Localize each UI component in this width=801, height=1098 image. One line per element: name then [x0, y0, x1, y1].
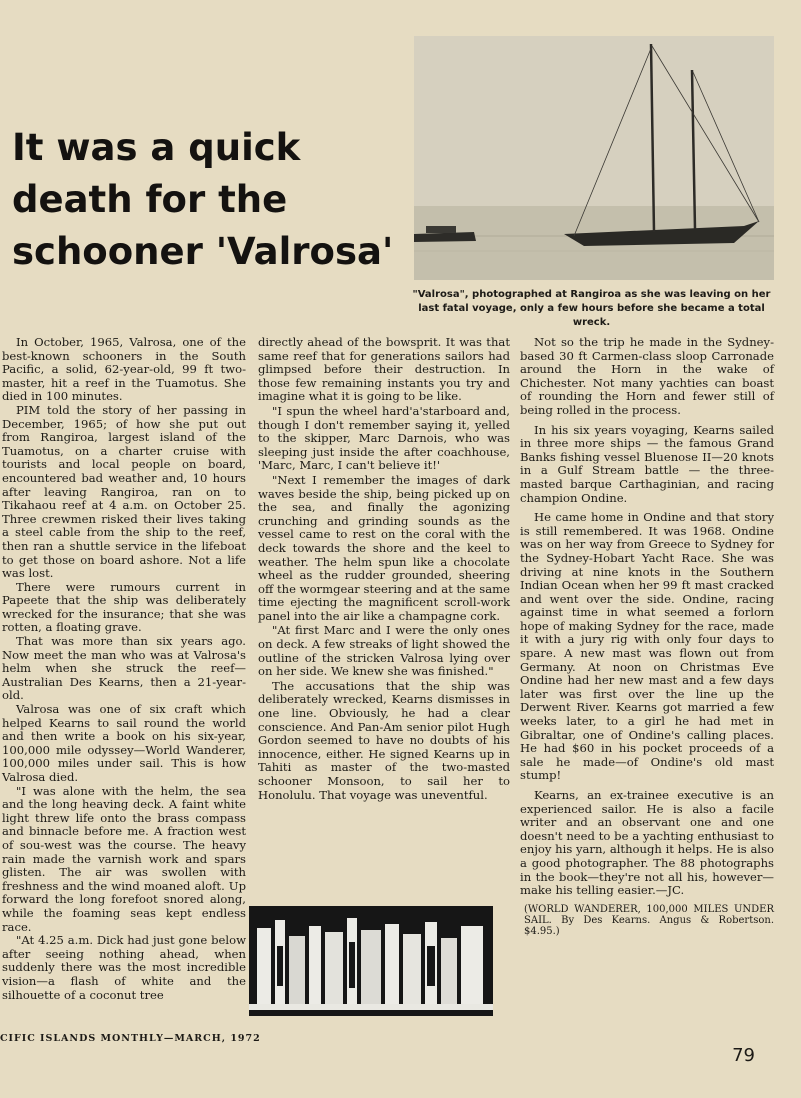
photo-caption: "Valrosa", photographed at Rangiroa as she was leaving on her last fatal voyage, only a few hours before she became a total wreck. [412, 289, 771, 328]
books-illustration [249, 906, 493, 1016]
paragraph: "I spun the wheel hard'a'starboard and, though I don't remember saying it, yelled to the skipper, Marc Darnois, who was sleeping just inside the after coachhouse, 'Marc, Marc, I can't believe it!' [258, 403, 510, 473]
paragraph: The accusations that the ship was deliberately wrecked, Kearns dismisses in one line. Obviously, he had a clear conscience. And Pan-Am senior pilot Hugh Gordon seemed to have no doubts of his innocence, either. He signed Kearns up in Tahiti as master of the two-masted schooner Monsoon, to sail her to Honolulu. That voyage was uneventful. [258, 678, 510, 802]
schooner-photo [414, 36, 774, 280]
paragraph: "At 4.25 a.m. Dick had just gone below after seeing nothing ahead, when suddenly there was the most incredible vision—a flash of white and the silhouette of a coconut tree [2, 933, 246, 1002]
headline-line-2: death for the [12, 178, 288, 221]
paragraph: "I was alone with the helm, the sea and the long heaving deck. A faint white light threw life onto the brass compass and binnacle before me. A fraction west of sou-west was the course. The heavy rain made the varnish work and spars glisten. The air was swollen with freshness and the wind moaned aloft. Up forward the long forefoot snored along, while the foaming seas kept endless race. [2, 783, 246, 934]
paragraph: In his six years voyaging, Kearns sailed in three more ships — the famous Grand Banks fishing vessel Bluenose II—20 knots in a Gulf Stream battle — the three-masted barque Carthaginian, and racing champion Ondine. [520, 422, 774, 505]
headline-line-3: schooner 'Valrosa' [12, 230, 394, 273]
article-headline [12, 122, 412, 278]
page-number: 79 [732, 1045, 755, 1066]
paragraph: In October, 1965, Valrosa, one of the best-known schooners in the South Pacific, a solid, 62-year-old, 99 ft two-master, hit a reef in the Tuamotus. She died in 100 minutes. [2, 335, 246, 404]
article-column-3 [520, 336, 774, 943]
paragraph: He came home in Ondine and that story is still remembered. It was 1968. Ondine was on her way from Greece to Sydney for the Sydney-Hobart Yacht Race. She was driving at nine knots in the Southern Indian Ocean when her 99 ft mast cracked and went over the side. Ondine, racing against time in what seemed a forlorn hope of making Sydney for the race, made it with a jury rig with only four days to spare. A new mast was flown out from Germany. At noon on Christmas Eve Ondine had her new mast and a few days later was first over the line up the Derwent River. Kearns got married a few weeks later, to a girl he had met in Gibraltar, one of Ondine's calling places. He had $60 in his pocket proceeds of a sale he made—of Ondine's old mast stump! [520, 510, 774, 783]
paragraph: That was more than six years ago. Now meet the man who was at Valrosa's helm when she struck the reef—Australian Des Kearns, then a 21-year-old. [2, 634, 246, 703]
headline-line-1: It was a quick [12, 126, 301, 169]
paragraph: Not so the trip he made in the Sydney-based 30 ft Carmen-class sloop Carronade around the Horn in the wake of Chichester. Not many yachties can boast of rounding the Horn and fewer still of being rolled in the process. [520, 335, 774, 417]
magazine-footer: CIFIC ISLANDS MONTHLY—MARCH, 1972 [0, 1033, 261, 1044]
book-reference: (WORLD WANDERER, 100,000 MILES UNDER SAIL. By Des Kearns. Angus & Robertson. $4.95.) [524, 903, 774, 937]
article-column-1 [2, 336, 246, 1002]
paragraph: "At first Marc and I were the only ones on deck. A few streaks of light showed the outline of the stricken Valrosa lying over on her side. We knew she was finished." [258, 623, 510, 679]
paragraph: "Next I remember the images of dark waves beside the ship, being picked up on the sea, and finally the agonizing crunching and grinding sounds as the vessel came to rest on the coral with the deck towards the shore and the keel to weather. The helm spun like a chocolate wheel as the rudder grounded, sheering off the wormgear steering and at the same time ejecting the magnificent scroll-work panel into the air like a champagne cork. [258, 472, 510, 623]
article-column-2 [258, 336, 510, 803]
paragraph: There were rumours current in Papeete that the ship was deliberately wrecked for the insurance; that she was rotten, a floating grave. [2, 579, 246, 635]
paragraph: Valrosa was one of six craft which helped Kearns to sail round the world and then write a book on his six-year, 100,000 mile odyssey—World Wanderer, 100,000 miles under sail. This is how Valrosa died. [2, 702, 246, 784]
paragraph: Kearns, an ex-trainee executive is an experienced sailor. He is also a facile writer and an observant one and one doesn't need to be a yachting enthusiast to enjoy his yarn, although it helps. He is also a good photographer. The 88 photographs in the book—they're not all his, however—make his telling easier.—JC. [520, 788, 774, 898]
paragraph: PIM told the story of her passing in December, 1965; of how she put out from Rangiroa, largest island of the Tuamotus, on a charter cruise with tourists and local people on board, encountered bad weather and, 10 hours after leaving Rangiroa, ran on to Tikahaou reef at 4 a.m. on October 25. Three crewmen risked their lives taking a steel cable from the ship to the reef, then ran a shuttle service in the lifeboat to get those on board ashore. Not a life was lost. [2, 402, 246, 581]
paragraph: directly ahead of the bowsprit. It was that same reef that for generations sailors had glimpsed before their destruction. In those few remaining instants you try and imagine what it is going to be like. [258, 335, 510, 404]
bookshelf-graphic [249, 906, 493, 1016]
schooner-illustration [414, 36, 774, 280]
